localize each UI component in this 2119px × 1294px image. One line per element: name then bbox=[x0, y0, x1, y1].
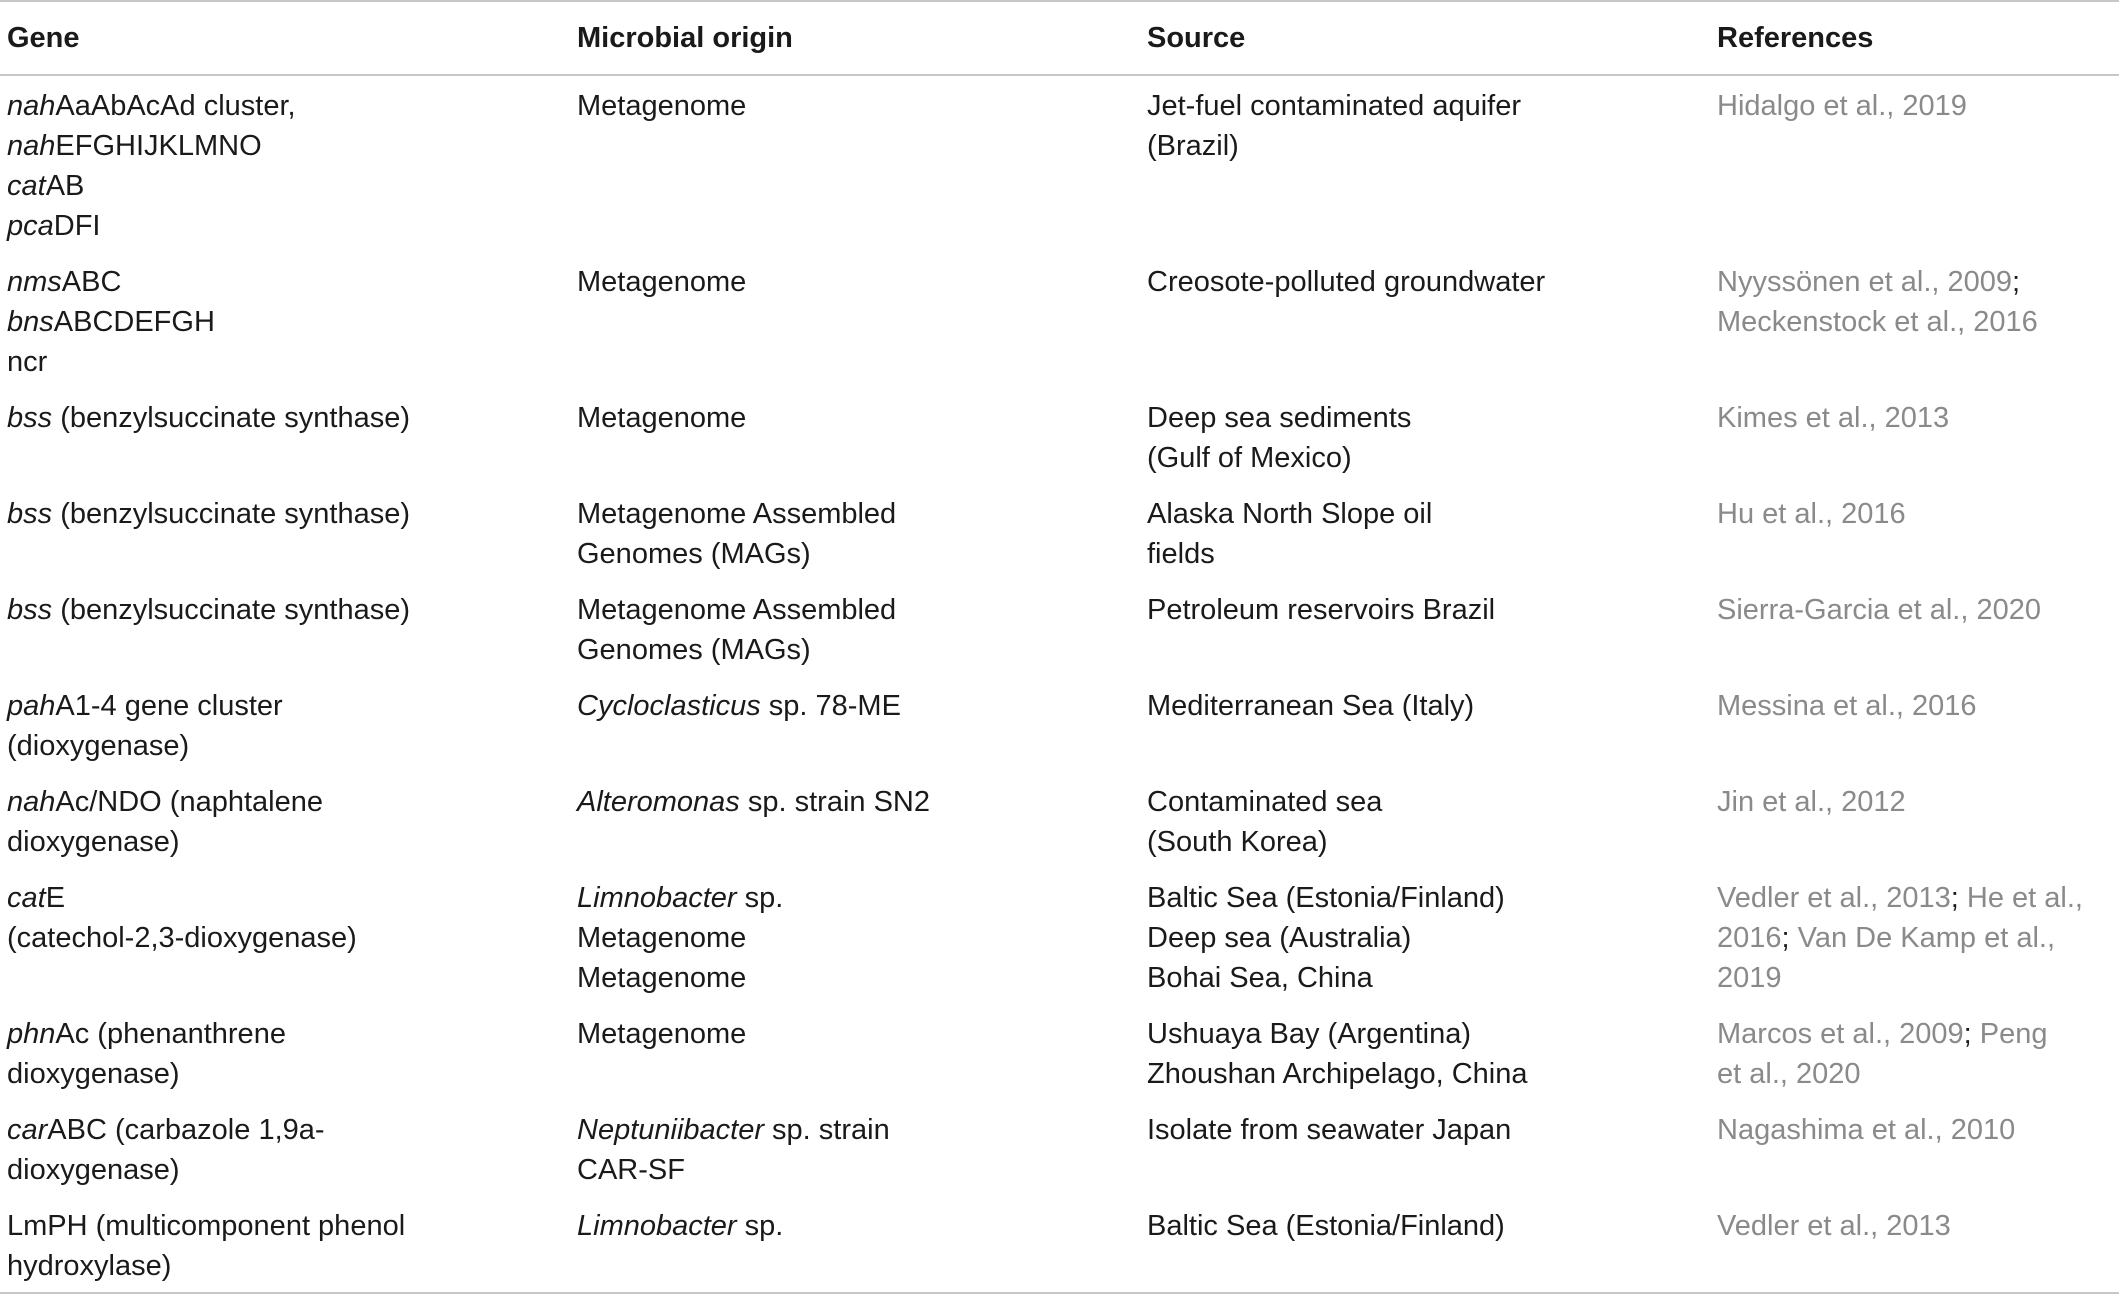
origin-line-italic: Cycloclasticus bbox=[577, 690, 761, 722]
gene-line-italic: cat bbox=[7, 170, 46, 202]
gene-line bbox=[7, 342, 570, 382]
source-line: (South Korea) bbox=[1147, 826, 1328, 858]
gene-line bbox=[7, 1110, 570, 1150]
cell-source bbox=[1140, 252, 1710, 388]
origin-line-text: sp. bbox=[736, 882, 784, 914]
table-row bbox=[0, 1196, 2119, 1293]
cell-references bbox=[1710, 75, 2119, 252]
source-line: Ushuaya Bay (Argentina) bbox=[1147, 1018, 1471, 1050]
gene-line bbox=[7, 1150, 570, 1190]
gene-line-text: (benzylsuccinate synthase) bbox=[52, 402, 410, 434]
gene-line-text: EFGHIJKLMNO bbox=[55, 130, 262, 162]
gene-line-text: AaAbAcAd cluster, bbox=[55, 90, 296, 122]
reference-separator: ; bbox=[1963, 1018, 1972, 1050]
source-line: (Brazil) bbox=[1147, 130, 1239, 162]
origin-line-text: sp. bbox=[736, 1210, 784, 1242]
reference-line bbox=[1717, 918, 2119, 958]
gene-line bbox=[7, 166, 570, 206]
origin-line: Metagenome bbox=[577, 90, 747, 122]
origin-line-italic: Alteromonas bbox=[577, 786, 740, 818]
reference-link[interactable]: Sierra-Garcia et al., 2020 bbox=[1717, 594, 2041, 626]
cell-references bbox=[1710, 252, 2119, 388]
table-row bbox=[0, 75, 2119, 252]
origin-line: Metagenome bbox=[577, 1018, 747, 1050]
gene-line bbox=[7, 686, 570, 726]
source-line: Bohai Sea, China bbox=[1147, 962, 1373, 994]
source-line: Deep sea sediments bbox=[1147, 402, 1412, 434]
reference-link[interactable]: Kimes et al., 2013 bbox=[1717, 402, 1950, 434]
gene-line-text: E bbox=[45, 882, 66, 914]
cell-gene bbox=[0, 388, 570, 484]
gene-line-text: Ac/NDO (naphtalene bbox=[55, 786, 323, 818]
gene-line-italic: bns bbox=[7, 306, 54, 338]
cell-gene bbox=[0, 75, 570, 252]
source-line: Isolate from seawater Japan bbox=[1147, 1114, 1512, 1146]
origin-line: Genomes (MAGs) bbox=[577, 538, 811, 570]
gene-line bbox=[7, 494, 570, 534]
origin-line: Metagenome Assembled bbox=[577, 498, 897, 530]
gene-line-italic: nah bbox=[7, 786, 56, 818]
reference-line bbox=[1717, 878, 2119, 918]
cell-gene bbox=[0, 868, 570, 1004]
cell-microbial-origin bbox=[570, 75, 1140, 252]
gene-line-text: dioxygenase) bbox=[7, 826, 180, 858]
table-row bbox=[0, 580, 2119, 676]
gene-line bbox=[7, 86, 570, 126]
gene-line-italic: pca bbox=[7, 210, 54, 242]
gene-line-text: ABC bbox=[61, 266, 122, 298]
table-row bbox=[0, 1100, 2119, 1196]
table-row bbox=[0, 772, 2119, 868]
cell-references bbox=[1710, 484, 2119, 580]
gene-line bbox=[7, 1246, 570, 1286]
cell-source bbox=[1140, 484, 1710, 580]
gene-line-text: A1-4 gene cluster bbox=[55, 690, 283, 722]
reference-line bbox=[1717, 590, 2119, 630]
reference-link[interactable]: Jin et al., 2012 bbox=[1717, 786, 1906, 818]
header-references: References bbox=[1717, 21, 1874, 54]
reference-link[interactable]: Marcos et al., 2009 bbox=[1717, 1018, 1964, 1050]
origin-line-italic: Neptuniibacter bbox=[577, 1114, 764, 1146]
gene-line-text: Ac (phenanthrene bbox=[55, 1018, 286, 1050]
origin-line-text: sp. strain bbox=[764, 1114, 890, 1146]
cell-microbial-origin bbox=[570, 484, 1140, 580]
table-header bbox=[0, 1, 2119, 75]
cell-microbial-origin bbox=[570, 676, 1140, 772]
cell-source bbox=[1140, 75, 1710, 252]
gene-line-text: DFI bbox=[53, 210, 101, 242]
cell-source bbox=[1140, 1196, 1710, 1293]
table-row bbox=[0, 252, 2119, 388]
source-line: Baltic Sea (Estonia/Finland) bbox=[1147, 1210, 1505, 1242]
reference-line bbox=[1717, 398, 2119, 438]
gene-line bbox=[7, 822, 570, 862]
reference-link[interactable]: Nagashima et al., 2010 bbox=[1717, 1114, 2016, 1146]
gene-line bbox=[7, 878, 570, 918]
reference-separator: ; bbox=[1950, 882, 1959, 914]
reference-line bbox=[1717, 782, 2119, 822]
source-line: Mediterranean Sea (Italy) bbox=[1147, 690, 1475, 722]
reference-line bbox=[1717, 1014, 2119, 1054]
cell-source bbox=[1140, 868, 1710, 1004]
origin-line: Metagenome bbox=[577, 922, 747, 954]
table-body bbox=[0, 75, 2119, 1293]
gene-line-text: hydroxylase) bbox=[7, 1250, 172, 1282]
reference-line bbox=[1717, 262, 2119, 302]
gene-line-italic: bss bbox=[7, 402, 53, 434]
reference-link[interactable]: et al., 2020 bbox=[1717, 1058, 1861, 1090]
reference-link[interactable]: Vedler et al., 2013 bbox=[1717, 882, 1951, 914]
cell-gene bbox=[0, 676, 570, 772]
reference-link[interactable]: Hidalgo et al., 2019 bbox=[1717, 90, 1967, 122]
reference-link[interactable]: Vedler et al., 2013 bbox=[1717, 1210, 1951, 1242]
gene-line-italic: nms bbox=[7, 266, 62, 298]
source-line: Contaminated sea bbox=[1147, 786, 1383, 818]
gene-line-italic: bss bbox=[7, 594, 53, 626]
source-line: Zhoushan Archipelago, China bbox=[1147, 1058, 1528, 1090]
origin-line bbox=[577, 782, 1140, 822]
cell-microbial-origin bbox=[570, 1004, 1140, 1100]
source-line: Baltic Sea (Estonia/Finland) bbox=[1147, 882, 1505, 914]
source-line: Petroleum reservoirs Brazil bbox=[1147, 594, 1496, 626]
gene-line-text: ABCDEFGH bbox=[53, 306, 215, 338]
cell-source bbox=[1140, 580, 1710, 676]
table-row bbox=[0, 484, 2119, 580]
cell-microbial-origin bbox=[570, 580, 1140, 676]
gene-line-text: (benzylsuccinate synthase) bbox=[52, 498, 410, 530]
origin-line bbox=[577, 1206, 1140, 1246]
gene-line-text: AB bbox=[45, 170, 85, 202]
table-row bbox=[0, 388, 2119, 484]
origin-line: Metagenome bbox=[577, 266, 747, 298]
cell-source bbox=[1140, 388, 1710, 484]
gene-line-text: LmPH (multicomponent phenol bbox=[7, 1210, 406, 1242]
cell-microbial-origin bbox=[570, 1196, 1140, 1293]
gene-line-italic: cat bbox=[7, 882, 46, 914]
reference-line bbox=[1717, 1110, 2119, 1150]
cell-microbial-origin bbox=[570, 252, 1140, 388]
gene-line bbox=[7, 1206, 570, 1246]
reference-link[interactable]: Meckenstock et al., 2016 bbox=[1717, 306, 2038, 338]
gene-line-text: ABC (carbazole 1,9a- bbox=[47, 1114, 325, 1146]
table-row bbox=[0, 868, 2119, 1004]
origin-line bbox=[577, 878, 1140, 918]
gene-line bbox=[7, 726, 570, 766]
reference-link[interactable]: Nyyssönen et al., 2009 bbox=[1717, 266, 2013, 298]
header-gene: Gene bbox=[7, 21, 80, 54]
gene-line-text: (benzylsuccinate synthase) bbox=[52, 594, 410, 626]
origin-line-text: sp. strain SN2 bbox=[739, 786, 930, 818]
cell-references bbox=[1710, 1196, 2119, 1293]
cell-references bbox=[1710, 868, 2119, 1004]
origin-line bbox=[577, 1110, 1140, 1150]
reference-link[interactable]: Peng bbox=[1971, 1018, 2048, 1050]
cell-references bbox=[1710, 1004, 2119, 1100]
origin-line bbox=[577, 686, 1140, 726]
header-microbial-origin: Microbial origin bbox=[577, 21, 793, 54]
cell-gene bbox=[0, 1196, 570, 1293]
origin-line: Genomes (MAGs) bbox=[577, 634, 811, 666]
reference-separator: ; bbox=[2012, 266, 2021, 298]
origin-line: Metagenome bbox=[577, 962, 747, 994]
origin-line: Metagenome Assembled bbox=[577, 594, 897, 626]
cell-source bbox=[1140, 676, 1710, 772]
gene-line bbox=[7, 398, 570, 438]
gene-line bbox=[7, 1054, 570, 1094]
gene-line-text: (catechol-2,3-dioxygenase) bbox=[7, 922, 357, 954]
reference-separator: ; bbox=[1781, 922, 1790, 954]
cell-references bbox=[1710, 580, 2119, 676]
cell-microbial-origin bbox=[570, 388, 1140, 484]
cell-gene bbox=[0, 772, 570, 868]
gene-line-italic: car bbox=[7, 1114, 48, 1146]
gene-line bbox=[7, 782, 570, 822]
reference-link[interactable]: Hu et al., 2016 bbox=[1717, 498, 1906, 530]
gene-line-italic: pah bbox=[7, 690, 56, 722]
cell-references bbox=[1710, 676, 2119, 772]
origin-line-italic: Limnobacter bbox=[577, 882, 737, 914]
gene-line-italic: phn bbox=[7, 1018, 56, 1050]
source-line: Creosote-polluted groundwater bbox=[1147, 266, 1546, 298]
reference-line bbox=[1717, 1206, 2119, 1246]
cell-microbial-origin bbox=[570, 1100, 1140, 1196]
gene-line bbox=[7, 262, 570, 302]
gene-line-text: dioxygenase) bbox=[7, 1154, 180, 1186]
reference-link[interactable]: 2019 bbox=[1717, 962, 1782, 994]
source-line: fields bbox=[1147, 538, 1215, 570]
cell-source bbox=[1140, 1100, 1710, 1196]
cell-references bbox=[1710, 1100, 2119, 1196]
gene-line bbox=[7, 206, 570, 246]
reference-link[interactable]: Messina et al., 2016 bbox=[1717, 690, 1977, 722]
reference-line bbox=[1717, 302, 2119, 342]
gene-line-italic: bss bbox=[7, 498, 53, 530]
reference-line bbox=[1717, 686, 2119, 726]
cell-source bbox=[1140, 1004, 1710, 1100]
gene-line bbox=[7, 1014, 570, 1054]
header-row bbox=[0, 1, 2119, 75]
origin-line: CAR-SF bbox=[577, 1154, 685, 1186]
gene-line-text: dioxygenase) bbox=[7, 1058, 180, 1090]
source-line: Deep sea (Australia) bbox=[1147, 922, 1412, 954]
source-line: Alaska North Slope oil bbox=[1147, 498, 1433, 530]
reference-line bbox=[1717, 86, 2119, 126]
origin-line: Metagenome bbox=[577, 402, 747, 434]
cell-gene bbox=[0, 580, 570, 676]
header-source: Source bbox=[1147, 21, 1246, 54]
cell-microbial-origin bbox=[570, 868, 1140, 1004]
gene-line-italic: nah bbox=[7, 90, 56, 122]
gene-line-text: ncr bbox=[7, 346, 48, 378]
reference-link[interactable]: 2016 bbox=[1717, 922, 1782, 954]
cell-references bbox=[1710, 772, 2119, 868]
cell-references bbox=[1710, 388, 2119, 484]
gene-line bbox=[7, 302, 570, 342]
reference-line bbox=[1717, 494, 2119, 534]
gene-line-italic: nah bbox=[7, 130, 56, 162]
reference-link[interactable]: He et al., bbox=[1958, 882, 2083, 914]
cell-gene bbox=[0, 1100, 570, 1196]
reference-line bbox=[1717, 958, 2119, 998]
cell-microbial-origin bbox=[570, 772, 1140, 868]
gene-line bbox=[7, 590, 570, 630]
source-line: (Gulf of Mexico) bbox=[1147, 442, 1352, 474]
gene-line-text: (dioxygenase) bbox=[7, 730, 190, 762]
cell-gene bbox=[0, 1004, 570, 1100]
cell-gene bbox=[0, 484, 570, 580]
reference-line bbox=[1717, 1054, 2119, 1094]
reference-link[interactable]: Van De Kamp et al., bbox=[1789, 922, 2056, 954]
table-row bbox=[0, 676, 2119, 772]
origin-line-text: sp. 78-ME bbox=[760, 690, 901, 722]
origin-line-italic: Limnobacter bbox=[577, 1210, 737, 1242]
gene-line bbox=[7, 918, 570, 958]
cell-gene bbox=[0, 252, 570, 388]
source-line: Jet-fuel contaminated aquifer bbox=[1147, 90, 1521, 122]
cell-source bbox=[1140, 772, 1710, 868]
table-row bbox=[0, 1004, 2119, 1100]
gene-line bbox=[7, 126, 570, 166]
